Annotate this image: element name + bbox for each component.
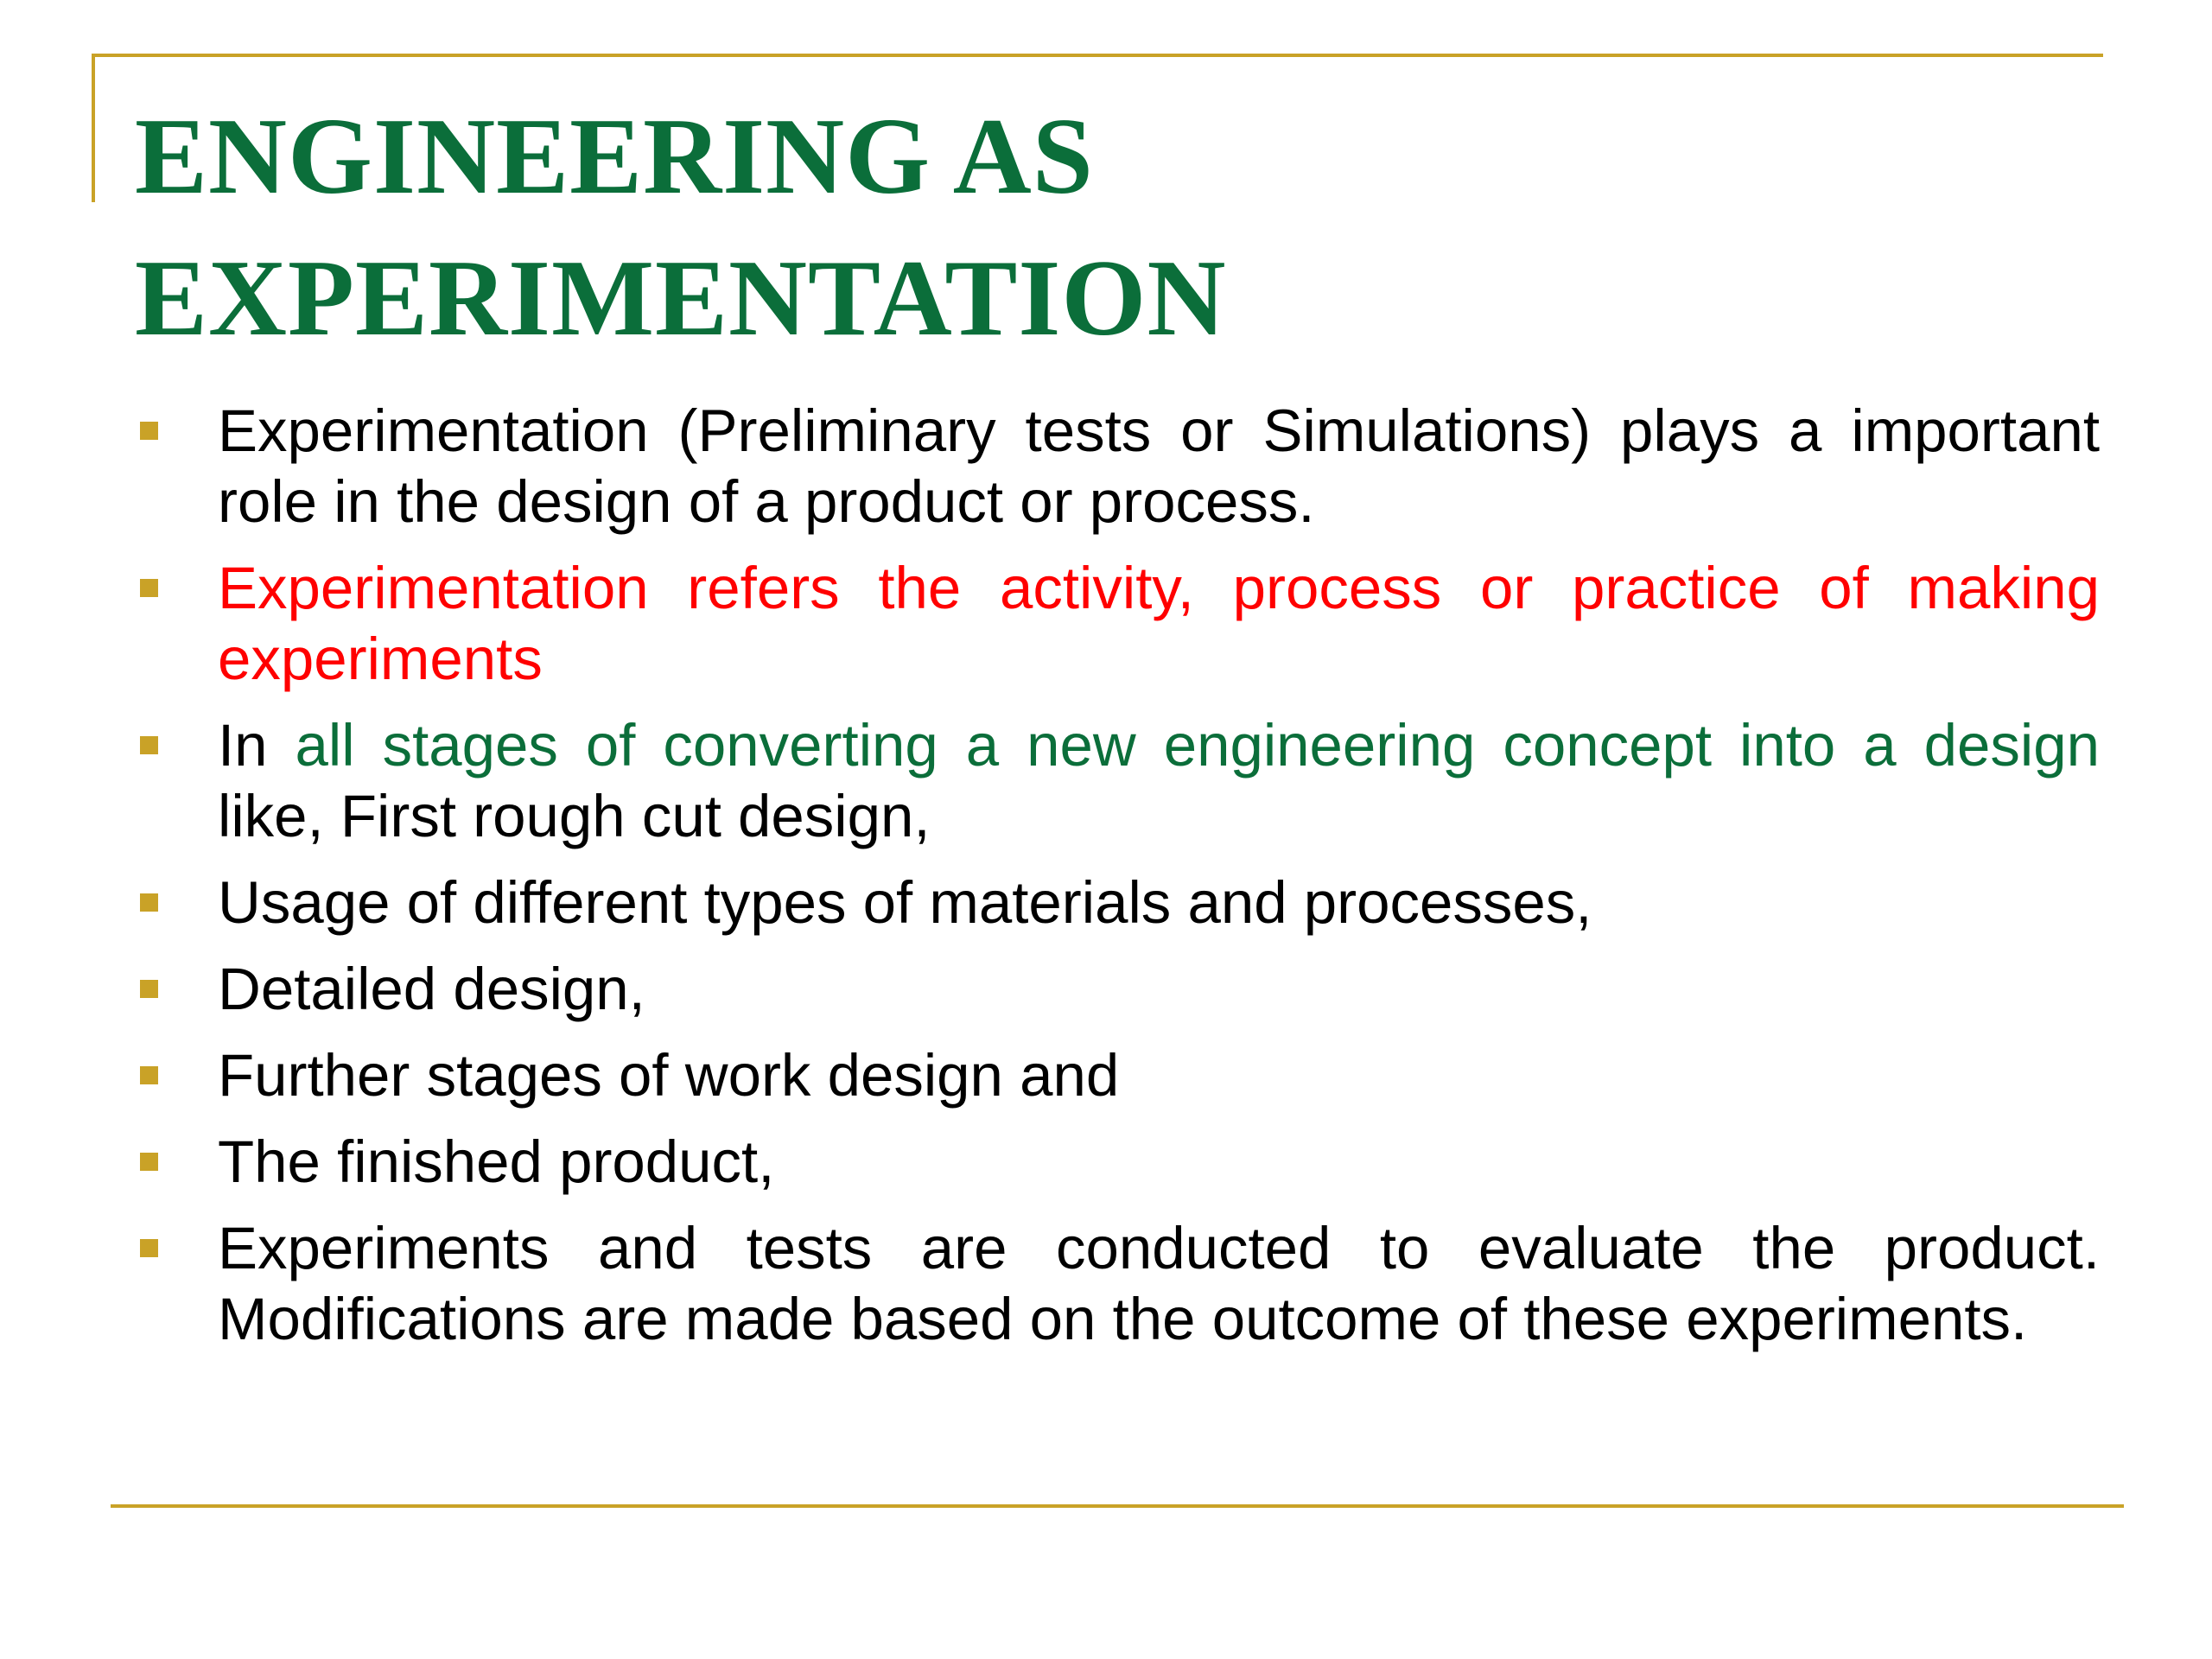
bullet-item <box>131 553 2100 695</box>
bullet-rest-text: like, First rough cut design, <box>218 783 931 849</box>
square-bullet-icon <box>140 736 158 754</box>
square-bullet-icon <box>140 1153 158 1171</box>
bullet-item <box>131 1213 2100 1355</box>
square-bullet-icon <box>140 422 158 440</box>
bullet-text: The finished product, <box>218 1128 775 1195</box>
bullet-item <box>131 1127 2100 1198</box>
square-bullet-icon <box>140 980 158 998</box>
left-rule <box>92 54 95 202</box>
slide-title: ENGINEERING AS EXPERIMENTATION <box>135 97 1227 359</box>
top-rule <box>92 54 2103 57</box>
bullet-text: Experiments and tests are conducted to evaluate the product. Modifications are made based on the outcome of these experiments. <box>218 1215 2100 1352</box>
bullet-item <box>131 396 2100 537</box>
bullet-text: Usage of different types of materials and processes, <box>218 869 1592 936</box>
bullet-lead-text: In <box>218 712 296 779</box>
bullet-highlight-text: all stages of converting a new engineering concept into a design <box>295 712 2100 779</box>
square-bullet-icon <box>140 1066 158 1084</box>
square-bullet-icon <box>140 1239 158 1257</box>
bullet-item <box>131 710 2100 852</box>
bullet-item <box>131 954 2100 1025</box>
bullet-item <box>131 868 2100 938</box>
bottom-rule <box>111 1504 2124 1508</box>
square-bullet-icon <box>140 579 158 597</box>
bullet-text: Experimentation (Preliminary tests or Simulations) plays a important role in the design of a product or process. <box>218 397 2100 535</box>
bullet-text: Experimentation refers the activity, process or practice of making experiments <box>218 555 2100 692</box>
bullet-text: Detailed design, <box>218 956 645 1022</box>
bullet-item <box>131 1040 2100 1111</box>
bullet-text: Further stages of work design and <box>218 1042 1120 1109</box>
bullet-list <box>131 396 2100 1370</box>
square-bullet-icon <box>140 893 158 912</box>
